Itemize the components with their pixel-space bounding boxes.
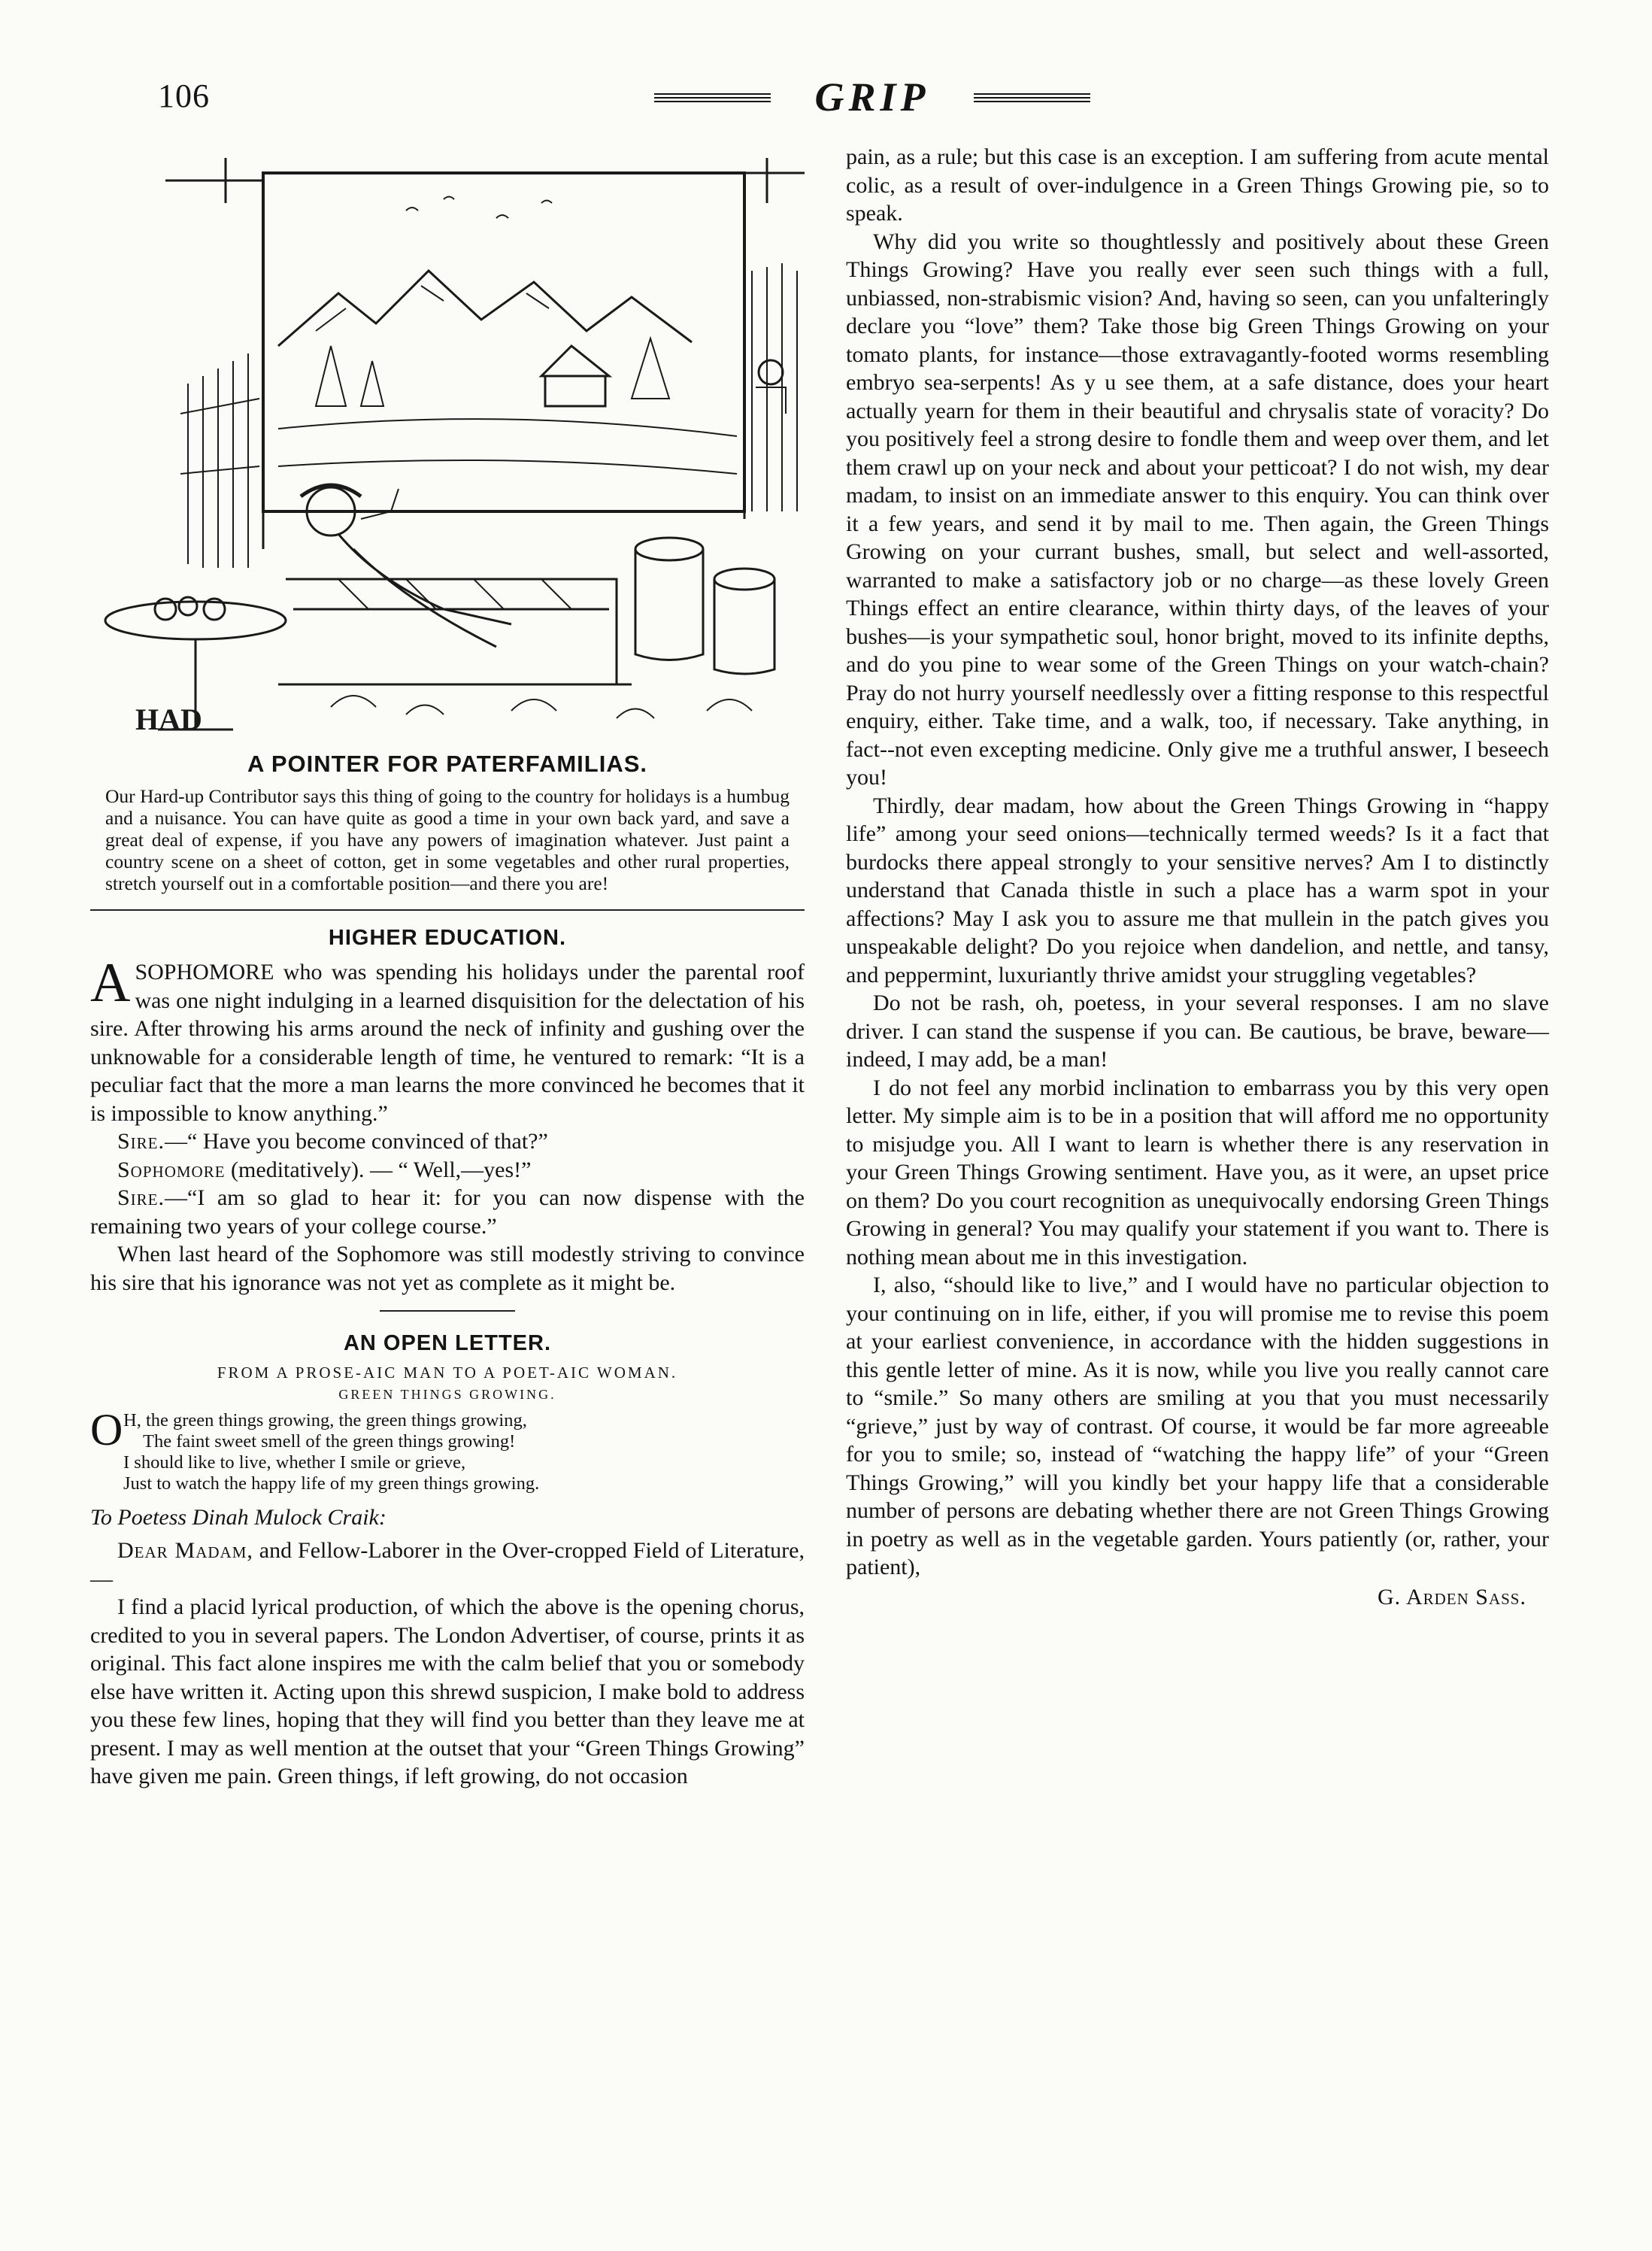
poem-line: The faint sweet smell of the green things growing! — [143, 1431, 516, 1452]
dialogue-text: —“ Have you become convinced of that?” — [165, 1129, 548, 1154]
speaker-label: Sire. — [117, 1185, 165, 1210]
paragraph: I, also, “should like to live,” and I would have no particular objection to your continuing on in life, either, if you will promise me to revise this poem at your earliest convenience, in accordance with the hidden suggestions in this gentle letter of mine. As it is now, while you live you really cannot care to “smile.” So many others are smiling at you that you must necessarily “grieve,” just by way of contrast. Of course, it would be far more agreeable for you to smile; so, instead of “watching the happy life” of your “Green Things Growing,” will you kindly bet your happy life that a considerable number of persons are debating whether there are not Green Things Growing in poetry as well as in the vegetable garden. Yours patiently (or, rather, your patient), — [846, 1273, 1549, 1579]
masthead — [609, 74, 1135, 120]
open-letter-title: AN OPEN LETTER. — [343, 1331, 551, 1355]
left-column — [90, 158, 805, 1791]
paragraph — [90, 952, 805, 1127]
poem-stanza — [90, 1405, 805, 1494]
pointer-title: A POINTER FOR PATERFAMILIAS. — [247, 751, 648, 777]
cartoon-drawing — [90, 158, 805, 737]
higher-education-title: HIGHER EDUCATION. — [328, 926, 567, 950]
higher-education-body — [90, 952, 805, 1297]
short-divider — [380, 1310, 515, 1312]
paragraph-text: SOPHOMORE who was spending his holidays under the parental roof was one night indulging in a learned disquisition for the delectation of his sire. After throwing his arms around the neck of infinity and gushing over the unknowable for a considerable length of time, he ventured to remark: “It is a peculiar fact that the more a man learns the more convinced he becomes that it is impossible to know anything.” — [90, 960, 805, 1126]
poem-title: GREEN THINGS GROWING. — [338, 1387, 556, 1402]
section-divider — [90, 909, 805, 911]
masthead-rule-left — [654, 93, 771, 104]
paragraph: Do not be rash, oh, poetess, in your several responses. I am no slave driver. I can stand the suspense if you can. Be cautious, be brave, beware—indeed, I may add, be a man! — [846, 991, 1549, 1072]
page-number: 106 — [158, 77, 210, 114]
page-header — [158, 74, 1572, 122]
salutation: To Poetess Dinah Mulock Craik: — [90, 1505, 386, 1530]
paragraph: Thirdly, dear madam, how about the Green Things Growing in “happy life” among your seed onions—technically termed weeds? Is it a fact that burdocks there appeal strongly to your sensitive nerves? Am I to distinctly understand that Canada thistle in such a place has a warm spot in your affections? May I ask you to assure me that mullein in the patch gives you unspeakable delight? Do you rejoice when dandelion, and nettle, and tansy, and peppermint, luxuriantly thrive amidst your struggling vegetables? — [846, 793, 1549, 987]
poem-line: H, the green things growing, the green things growing, — [123, 1410, 527, 1430]
open-letter-body-right — [846, 143, 1549, 1582]
pointer-body: Our Hard-up Contributor says this thing of going to the country for holidays is a humbug and a nuisance. You can have quite as good a time in your own back yard, and save a great deal of expense, if you have any powers of imagination whatever. Just paint a country scene on a sheet of cotton, get in some vegetables and other rural properties, stretch yourself out in a comfortable position—and there you are! — [105, 785, 790, 894]
greeting-text: and Fellow-Laborer in the Over-cropped Field of Literature,— — [90, 1538, 805, 1591]
dialogue-line — [90, 1184, 805, 1240]
open-letter-body-left — [90, 1537, 805, 1791]
dialogue-text: (meditatively). — “ Well,—yes!” — [231, 1157, 532, 1182]
greeting-label: Dear Madam, — [117, 1538, 253, 1563]
open-letter-subtitle: FROM A PROSE-AIC MAN TO A POET-AIC WOMAN. — [217, 1364, 678, 1382]
cartoon-illustration — [90, 158, 805, 737]
dialogue-text: —“I am so glad to hear it: for you can now dispense with the remaining two years of your college course.” — [90, 1185, 805, 1239]
right-column — [846, 143, 1549, 1610]
paragraph: When last heard of the Sophomore was still modestly striving to convince his sire that his ignorance was not yet as complete as it might be. — [90, 1242, 805, 1295]
masthead-rule-right — [974, 93, 1090, 104]
speaker-label: Sire. — [117, 1129, 165, 1154]
masthead-title: GRIP — [814, 74, 930, 120]
poem-drop-cap: O — [90, 1405, 123, 1455]
speaker-label: Sophomore — [117, 1157, 226, 1182]
paragraph: I do not feel any morbid inclination to embarrass you by this very open letter. My simple aim is to be in a position that will afford me no opportunity to misjudge you. All I want to learn is whether there is any reservation in your Green Things Growing sentiment. Have you, as it were, an upset price on them? Do you court recognition as unequivocally endorsing Green Things Growing in general? You may qualify your statement if you want to. There is nothing mean about me in this investigation. — [846, 1075, 1549, 1270]
paragraph: pain, as a rule; but this case is an exception. I am suffering from acute mental colic, as a result of over-indulgence in a Green Things Growing pie, so to speak. — [846, 144, 1549, 226]
dialogue-line — [90, 1156, 805, 1185]
paragraph: Why did you write so thoughtlessly and positively about these Green Things Growing? Have you really ever seen such things with a full, unbiassed, non-strabismic vision? And, having so seen, can you unfalteringly declare you “love” them? Take those big Green Things Growing on your tomato plants, for instance—those extravagantly-footed worms resembling embryo sea-serpents! As y u see them, at a safe distance, does your heart actually yearn for them in their beautiful and chrysalis state of voracity? Do you positively feel a strong desire to fondle them and weep over them, and let them crawl up on your neck and about your petticoat? I do not wish, my dear madam, to insist on an immediate answer to this enquiry. You can think over it a few years, and send it by mail to me. Then again, the Green Things Growing on your currant bushes, small, but select and well-assorted, warranted to make a satisfactory job or no charge—as these lovely Green Things effect an entire clearance, within thirty days, of the leaves of your bushes—is your sympathetic soul, honor bright, moved to its infinite depths, and do you pine to wear some of the Green Things on your watch-chain? Pray do not hurry yourself needlessly over a fitting response to this respectful enquiry, either. Take time, and a walk, too, if necessary. Take anything, in fact--not even excepting medicine. Only give me a truthful answer, I beseech you! — [846, 229, 1549, 790]
paragraph: I find a placid lyrical production, of which the above is the opening chorus, credited to you in several papers. The London Advertiser, of course, prints it as original. This fact alone inspires me with the calm belief that you or somebody else have written it. Acting upon this shrewd suspicion, I make bold to address you these few lines, hoping that they will find you better than they leave me at present. I may as well mention at the outset that your “Green Things Growing” have given me pain. Green things, if left growing, do not occasion — [90, 1594, 805, 1788]
drop-cap: A — [90, 952, 131, 1014]
poem-line: Just to watch the happy life of my green things growing. — [123, 1473, 540, 1494]
greeting — [90, 1537, 805, 1593]
signature: G. Arden Sass. — [1377, 1584, 1526, 1609]
poem-line: I should like to live, whether I smile or grieve, — [123, 1452, 466, 1473]
dialogue-line — [90, 1127, 805, 1156]
illustrator-monogram: HAD — [135, 702, 202, 736]
